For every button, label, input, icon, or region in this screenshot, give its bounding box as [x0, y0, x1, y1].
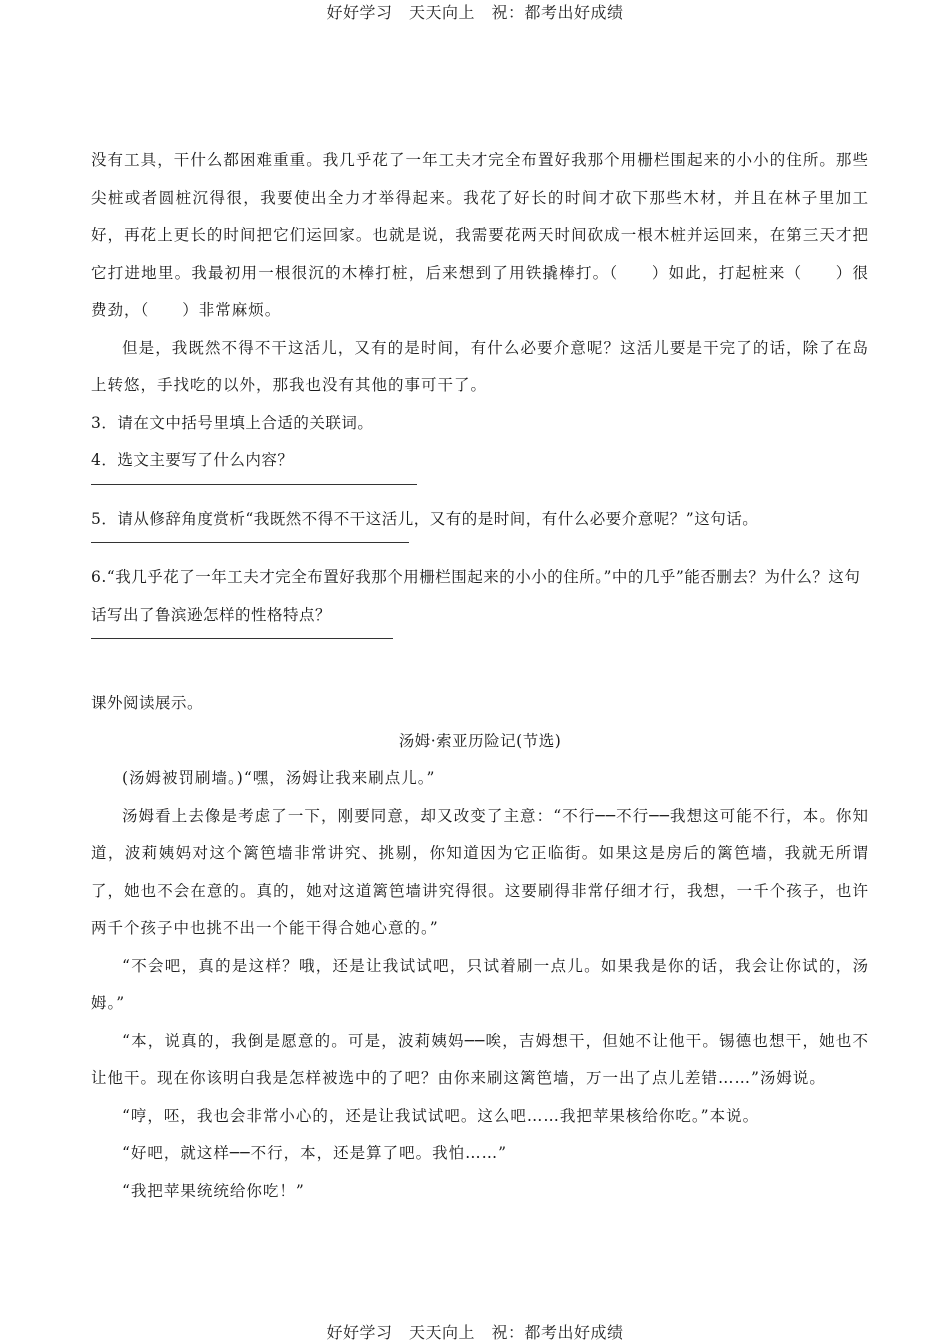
question-5: 5．请从修辞角度赏析“我既然不得不干这活儿，又有的是时间，有什么必要介意呢？”这句话。 [91, 509, 759, 528]
answer-line-q6[interactable] [91, 638, 393, 639]
answer-line-q4[interactable] [91, 484, 417, 485]
story-paragraph: “我把苹果统统给你吃！” [122, 1181, 305, 1200]
question-6: 6.“我几乎花了一年工夫才完全布置好我那个用栅栏围起来的小小的住所。”中的几乎”能否删去？为什么？这句话写出了鲁滨逊怎样的性格特点？ [91, 568, 861, 624]
answer-line-q5[interactable] [91, 542, 409, 543]
section-intro: 课外阅读展示。 [91, 694, 204, 712]
story-paragraph: “好吧，就这样──不行，本，还是算了吧。我怕……” [122, 1144, 508, 1162]
story-paragraph: “哼，呸，我也会非常小心的，还是让我试试吧。这么吧……我把苹果核给你吃。”本说。 [122, 1106, 760, 1125]
passage-paragraph-1: 没有工具，干什么都困难重重。我几乎花了一年工夫才完全布置好我那个用栅栏围起来的小小的住所。那些尖桩或者圆桩沉得很，我要使出全力才举得起来。我花了好长的时间才砍下那些木材，并且在林子里加工好，再花上更长的时间把它们运回家。也就是说，我需要花两天时间砍成一根木桩并运回来，在第三天才把它打进地里。我最初用一根很沉的木棒打桩，后来想到了用铁撬棒打。（ ）如此，打起桩来（ ）很费劲，（ ）非常麻烦。 [91, 151, 869, 319]
story-title: 汤姆·索亚历险记(节选) [398, 731, 562, 750]
page-header: 好好学习 天天向上 祝：都考出好成绩 [326, 3, 624, 22]
story-paragraph: 汤姆看上去像是考虑了一下，刚要同意，却又改变了主意：“不行──不行──我想这可能不行，本。你知道，波莉姨妈对这个篱笆墙非常讲究、挑剔，你知道因为它正临街。如果这是房后的篱笆墙，我就无所谓了，她也不会在意的。真的，她对这道篱笆墙讲究得很。这要刷得非常仔细才行，我想，一千个孩子，也许两千个孩子中也挑不出一个能干得合她心意的。” [91, 806, 869, 937]
question-4: 4．选文主要写了什么内容？ [91, 451, 294, 469]
document-body [91, 142, 869, 1210]
page-footer: 好好学习 天天向上 祝：都考出好成绩 [326, 1323, 624, 1342]
story-paragraph: “本，说真的，我倒是愿意的。可是，波莉姨妈──唉，吉姆想干，但她不让他干。锡德也想干，她也不让他干。现在你该明白我是怎样被选中的了吧？由你来刷这篱笆墙，万一出了点儿差错……”汤姆说。 [91, 1031, 869, 1087]
story-paragraph: “不会吧，真的是这样？哦，还是让我试试吧，只试着刷一点儿。如果我是你的话，我会让你试的，汤姆。” [91, 956, 869, 1012]
passage-paragraph-2: 但是，我既然不得不干这活儿，又有的是时间，有什么必要介意呢？这活儿要是干完了的话，除了在岛上转悠，手找吃的以外，那我也没有其他的事可干了。 [91, 338, 869, 394]
question-3: 3．请在文中括号里填上合适的关联词。 [91, 413, 374, 432]
story-paragraph: (汤姆被罚刷墙。)“嘿，汤姆让我来刷点儿。” [122, 769, 436, 787]
